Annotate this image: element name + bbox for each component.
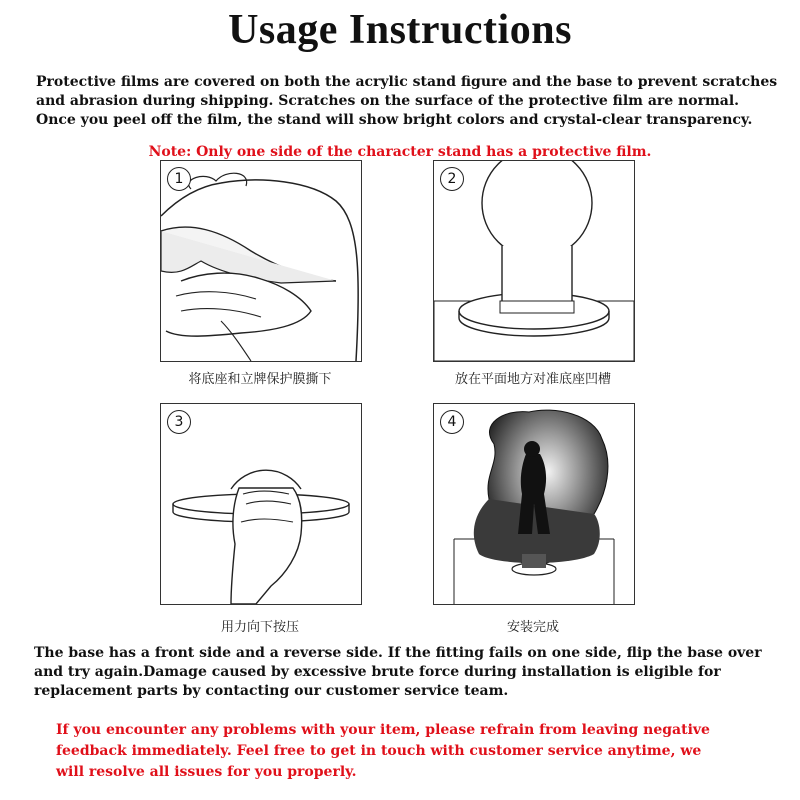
step-1-number: 1 — [167, 167, 191, 191]
warning-line: will resolve all issues for you properly. — [56, 764, 357, 780]
page-title: Usage Instructions — [228, 7, 572, 53]
intro-line: and abrasion during shipping. Scratches on the surface of the protective film are normal. — [36, 93, 740, 109]
press-down-illustration — [161, 404, 361, 604]
bottom-line: The base has a front side and a reverse side. If the fitting fails on one side, flip the base over — [34, 645, 762, 661]
intro-paragraph — [36, 73, 796, 130]
protective-film-note: Note: Only one side of the character stand has a protective film. — [148, 144, 652, 160]
step-1-caption: 将底座和立牌保护膜撕下 — [188, 372, 332, 387]
step-3-caption: 用力向下按压 — [220, 620, 299, 635]
base-fitting-paragraph — [34, 644, 794, 701]
customer-service-warning — [56, 720, 776, 783]
step-4-panel — [433, 403, 635, 605]
step-2-number: 2 — [440, 167, 464, 191]
step-2-caption: 放在平面地方对准底座凹槽 — [454, 372, 611, 387]
finished-stand-illustration — [434, 404, 634, 604]
step-4-caption: 安装完成 — [506, 620, 559, 635]
step-2-panel — [433, 160, 635, 362]
step-1-panel — [160, 160, 362, 362]
bottom-line: and try again.Damage caused by excessive brute force during installation is eligible for — [34, 664, 721, 680]
intro-line: Protective films are covered on both the acrylic stand figure and the base to prevent scratches — [36, 74, 778, 90]
bottom-line: replacement parts by contacting our customer service team. — [34, 683, 509, 699]
step-4-number: 4 — [440, 410, 464, 434]
align-base-illustration — [434, 161, 634, 361]
peel-film-illustration — [161, 161, 361, 361]
step-3-number: 3 — [167, 410, 191, 434]
warning-line: If you encounter any problems with your item, please refrain from leaving negative — [56, 722, 710, 738]
intro-line: Once you peel off the film, the stand will show bright colors and crystal-clear transparency. — [36, 112, 753, 128]
step-3-panel — [160, 403, 362, 605]
warning-line: feedback immediately. Feel free to get in touch with customer service anytime, we — [56, 743, 702, 759]
